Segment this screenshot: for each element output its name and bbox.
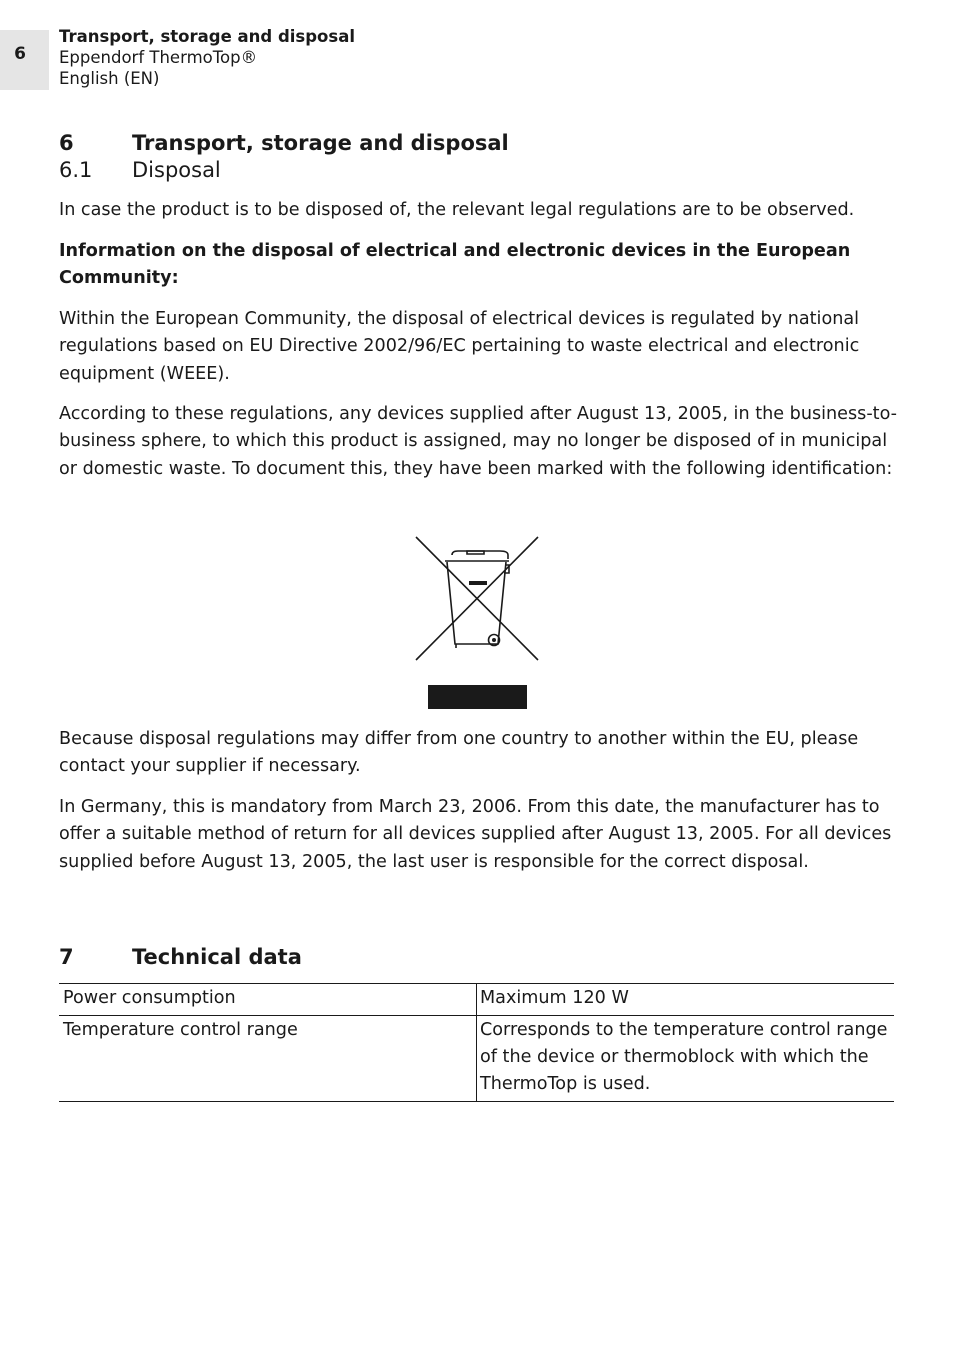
page-number: 6 <box>14 44 26 64</box>
section-7-heading <box>59 944 302 970</box>
running-header-section: Transport, storage and disposal <box>59 27 356 46</box>
section-7-number: 7 <box>59 945 74 969</box>
crossed-out-wheelie-bin-icon <box>412 533 542 665</box>
running-header-language: English (EN) <box>59 69 160 88</box>
paragraph-weee-directive: Within the European Community, the disposal of electrical devices is regulated by national regulations based on EU Directive 2002/96/EC pertaining to waste electrical and electronic equipment (WEEE). <box>59 309 860 384</box>
section-6-1-title: Disposal <box>132 158 221 182</box>
section-7-title: Technical data <box>132 945 302 969</box>
paragraph-eu-info-heading: Information on the disposal of electrical and electronic devices in the European Community: <box>59 241 851 289</box>
section-6-1-number: 6.1 <box>59 158 93 182</box>
table-row <box>59 984 894 1016</box>
paragraph-regulations: According to these regulations, any devices supplied after August 13, 2005, in the business-to-business sphere, to which this product is assigned, may no longer be disposed of in municipal or domestic waste. To document this, they have been marked with the following identification: <box>59 404 898 479</box>
paragraph-contact-supplier: Because disposal regulations may differ from one country to another within the EU, please contact your supplier if necessary. <box>59 729 859 777</box>
section-6-title: Transport, storage and disposal <box>132 131 509 155</box>
section-6-1-heading <box>59 157 221 183</box>
table-cell-value: Corresponds to the temperature control range of the device or thermoblock with which the ThermoTop is used. <box>477 1016 895 1102</box>
running-header-product: Eppendorf ThermoTop® <box>59 48 258 67</box>
table-cell-value: Maximum 120 W <box>477 984 895 1016</box>
table-cell-label: Power consumption <box>59 984 477 1016</box>
weee-solid-bar <box>428 685 527 709</box>
paragraph-legal: In case the product is to be disposed of, the relevant legal regulations are to be observed. <box>59 200 855 220</box>
paragraph-germany: In Germany, this is mandatory from March 23, 2006. From this date, the manufacturer has to offer a suitable method of return for all devices supplied after August 13, 2005. For all devices supplied before August 13, 2005, the last user is responsible for the correct disposal. <box>59 797 892 872</box>
table-row <box>59 1016 894 1102</box>
running-header <box>59 26 355 89</box>
technical-data-table <box>59 983 894 1102</box>
section-6-number: 6 <box>59 131 74 155</box>
section-6-heading <box>59 130 509 156</box>
table-cell-label: Temperature control range <box>59 1016 477 1102</box>
